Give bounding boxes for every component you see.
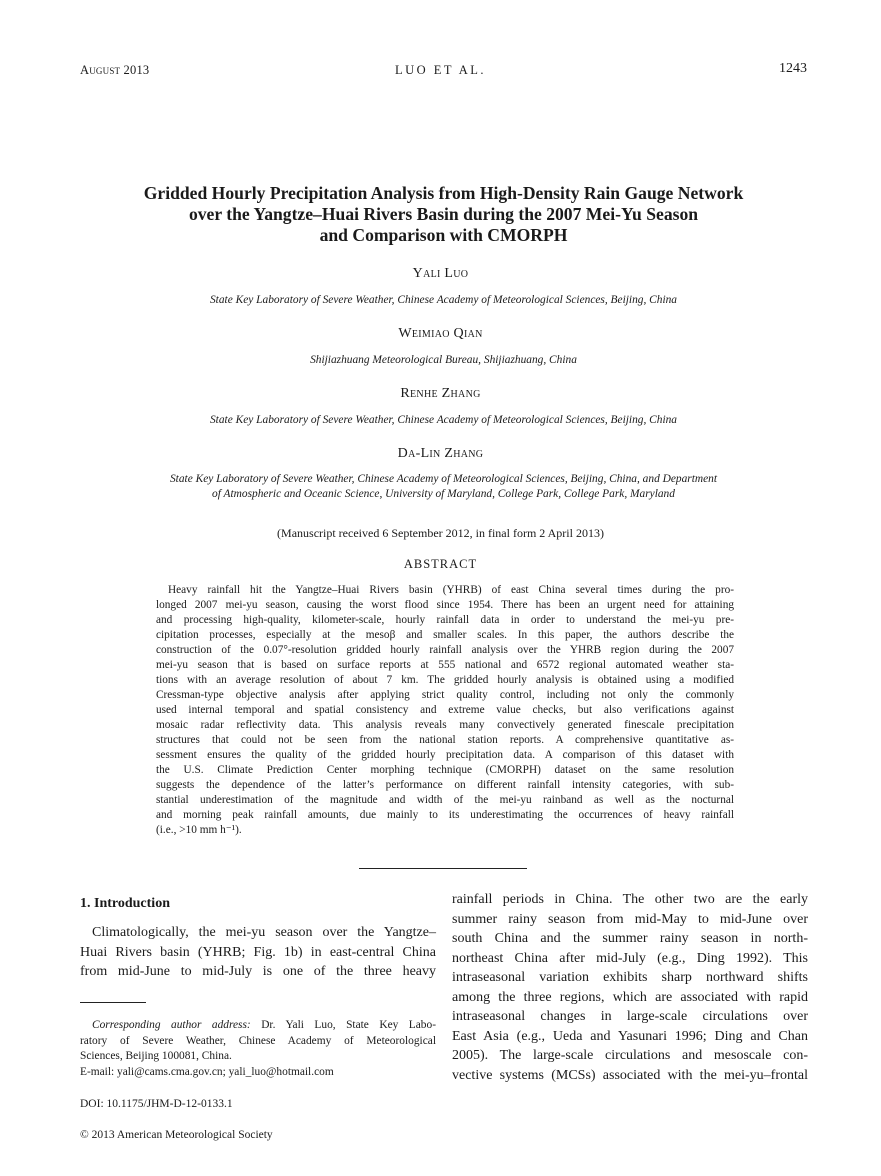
affiliation-line: State Key Laboratory of Severe Weather, Chinese Academy of Meteorological Sciences, Beijing, China, and Department — [169, 473, 718, 485]
abstract-line: and morning peak rainfall amounts, due mainly to its underestimating the occurrences of heavy rainfall — [156, 809, 734, 821]
affiliation-line: State Key Laboratory of Severe Weather, Chinese Academy of Meteorological Sciences, Beijing, China — [209, 294, 677, 306]
author-affiliation — [80, 413, 807, 428]
author-name: Weimiao Qian — [398, 326, 483, 341]
doi: DOI: 10.1175/JHM-D-12-0133.1 — [80, 1098, 233, 1110]
abstract-line: the U.S. Climate Prediction Center morphing technique (CMORPH) dataset on the same resolution — [156, 764, 734, 776]
body-line: northeast China after mid-July (e.g., Ding 1992). This — [452, 950, 808, 966]
abstract-line: tions with an average resolution of about 7 km. The gridded hourly analysis is obtained using a modified — [156, 674, 734, 686]
footnote-email: E-mail: yali@cams.cma.gov.cn; yali_luo@hotmail.com — [80, 1065, 334, 1078]
running-header-authors: LUO ET AL. — [394, 63, 487, 77]
author-name: Da-Lin Zhang — [397, 446, 484, 461]
page-number: 1243 — [779, 61, 807, 76]
abstract-line: construction of the 0.07°-resolution gridded hourly rainfall analysis over the YHRB region during the 2007 — [156, 644, 734, 656]
body-line: rainfall periods in China. The other two are the early — [452, 892, 808, 907]
title-line: and Comparison with CMORPH — [319, 225, 568, 245]
footnote-text: Dr. Yali Luo, State Key Labo- — [261, 1019, 436, 1031]
footnote-line: Sciences, Beijing 100081, China. — [80, 1050, 232, 1062]
body-line: Climatologically, the mei-yu season over the Yangtze– — [92, 925, 436, 940]
title-line: Gridded Hourly Precipitation Analysis from High-Density Rain Gauge Network — [143, 183, 744, 203]
section-heading: 1. Introduction — [80, 896, 170, 911]
abstract-line: and processing high-quality, kilometer-scale, hourly rainfall data in order to understand the mei-yu pre- — [156, 614, 734, 626]
abstract-line: longed 2007 mei-yu season, causing the worst flood since 1954. There has been an urgent need for attaining — [156, 599, 734, 611]
abstract-line: sessment ensures the quality of the gridded hourly precipitation data. A comparison of this dataset with — [156, 749, 734, 761]
section-divider — [359, 868, 527, 869]
footnote-line: ratory of Severe Weather, Chinese Academy of Meteorological — [80, 1034, 436, 1047]
affiliation-line: of Atmospheric and Oceanic Science, University of Maryland, College Park, College Park, Maryland — [212, 488, 675, 500]
abstract-line: structures that could not be seen from the national station reports. A comprehensive quantitative as- — [156, 734, 734, 746]
author-name: Yali Luo — [412, 266, 469, 281]
body-line: Huai Rivers basin (YHRB; Fig. 1b) in east-central China — [80, 944, 436, 960]
corresponding-author-footnote — [80, 1018, 436, 1080]
abstract-line: Heavy rainfall hit the Yangtze–Huai Rivers basin (YHRB) of east China several times during the pro- — [168, 584, 734, 596]
author-affiliation — [80, 293, 807, 308]
abstract-line: Cressman-type objective analysis after applying strict quality control, including not only the commonly — [156, 689, 734, 701]
abstract-line: suggests the dependence of the latter’s performance on different rainfall intensity categories, with sub- — [156, 779, 734, 791]
abstract-line: mei-yu season that is based on surface reports at 555 national and 6572 regional automated weather sta- — [156, 659, 734, 671]
abstract-line: cipitation processes, especially at the mesoβ and smaller scales. In this paper, the authors describe the — [156, 629, 734, 641]
body-line: East Asia (e.g., Ueda and Yasunari 1996; Ding and Chan — [452, 1028, 808, 1044]
body-line: from mid-June to mid-July is one of the three heavy — [80, 964, 436, 979]
author-name: Renhe Zhang — [400, 386, 481, 401]
author-affiliation — [80, 353, 807, 368]
body-line: intraseasonal changes in large-scale circulations over — [452, 1009, 808, 1024]
manuscript-dates: (Manuscript received 6 September 2012, in final form 2 April 2013) — [277, 526, 604, 540]
footnote-line — [80, 1018, 436, 1034]
body-column-right — [452, 890, 808, 1085]
abstract-heading: ABSTRACT — [403, 557, 478, 571]
body-line: 2005). The large-scale circulations and mesoscale con- — [452, 1048, 808, 1063]
title-line: over the Yangtze–Huai Rivers Basin during the 2007 Mei-Yu Season — [188, 204, 699, 224]
body-column-left — [80, 923, 436, 982]
body-line: south China and the summer rainy season in north- — [452, 931, 808, 946]
abstract-body — [156, 583, 734, 838]
footnote-label: Corresponding author address: — [92, 1019, 251, 1031]
body-line: summer rainy season from mid-May to mid-June over — [452, 911, 808, 927]
affiliation-line: State Key Laboratory of Severe Weather, Chinese Academy of Meteorological Sciences, Beijing, China — [209, 414, 677, 426]
abstract-line: used internal temporal and spatial consistency and extreme value checks, but also verifications against — [156, 704, 734, 716]
paper-title — [80, 183, 807, 246]
body-line: vective systems (MCSs) associated with the mei-yu–frontal — [452, 1067, 808, 1083]
body-line: intraseasonal variation exhibits sharp northward shifts — [452, 970, 808, 985]
body-line: among the three regions, which are associated with rapid — [452, 989, 808, 1005]
footnote-rule — [80, 1002, 146, 1003]
abstract-line: (i.e., >10 mm h⁻¹). — [156, 824, 242, 836]
running-header-date: August 2013 — [80, 63, 150, 77]
affiliation-line: Shijiazhuang Meteorological Bureau, Shijiazhuang, China — [310, 354, 577, 366]
copyright: © 2013 American Meteorological Society — [80, 1129, 273, 1141]
abstract-line: mosaic radar reflectivity data. This analysis reveals many convectively generated finescale precipitation — [156, 719, 734, 731]
author-affiliation — [60, 472, 827, 502]
abstract-line: stantial underestimation of the magnitude and width of the mei-yu rainband as well as the nocturnal — [156, 794, 734, 806]
